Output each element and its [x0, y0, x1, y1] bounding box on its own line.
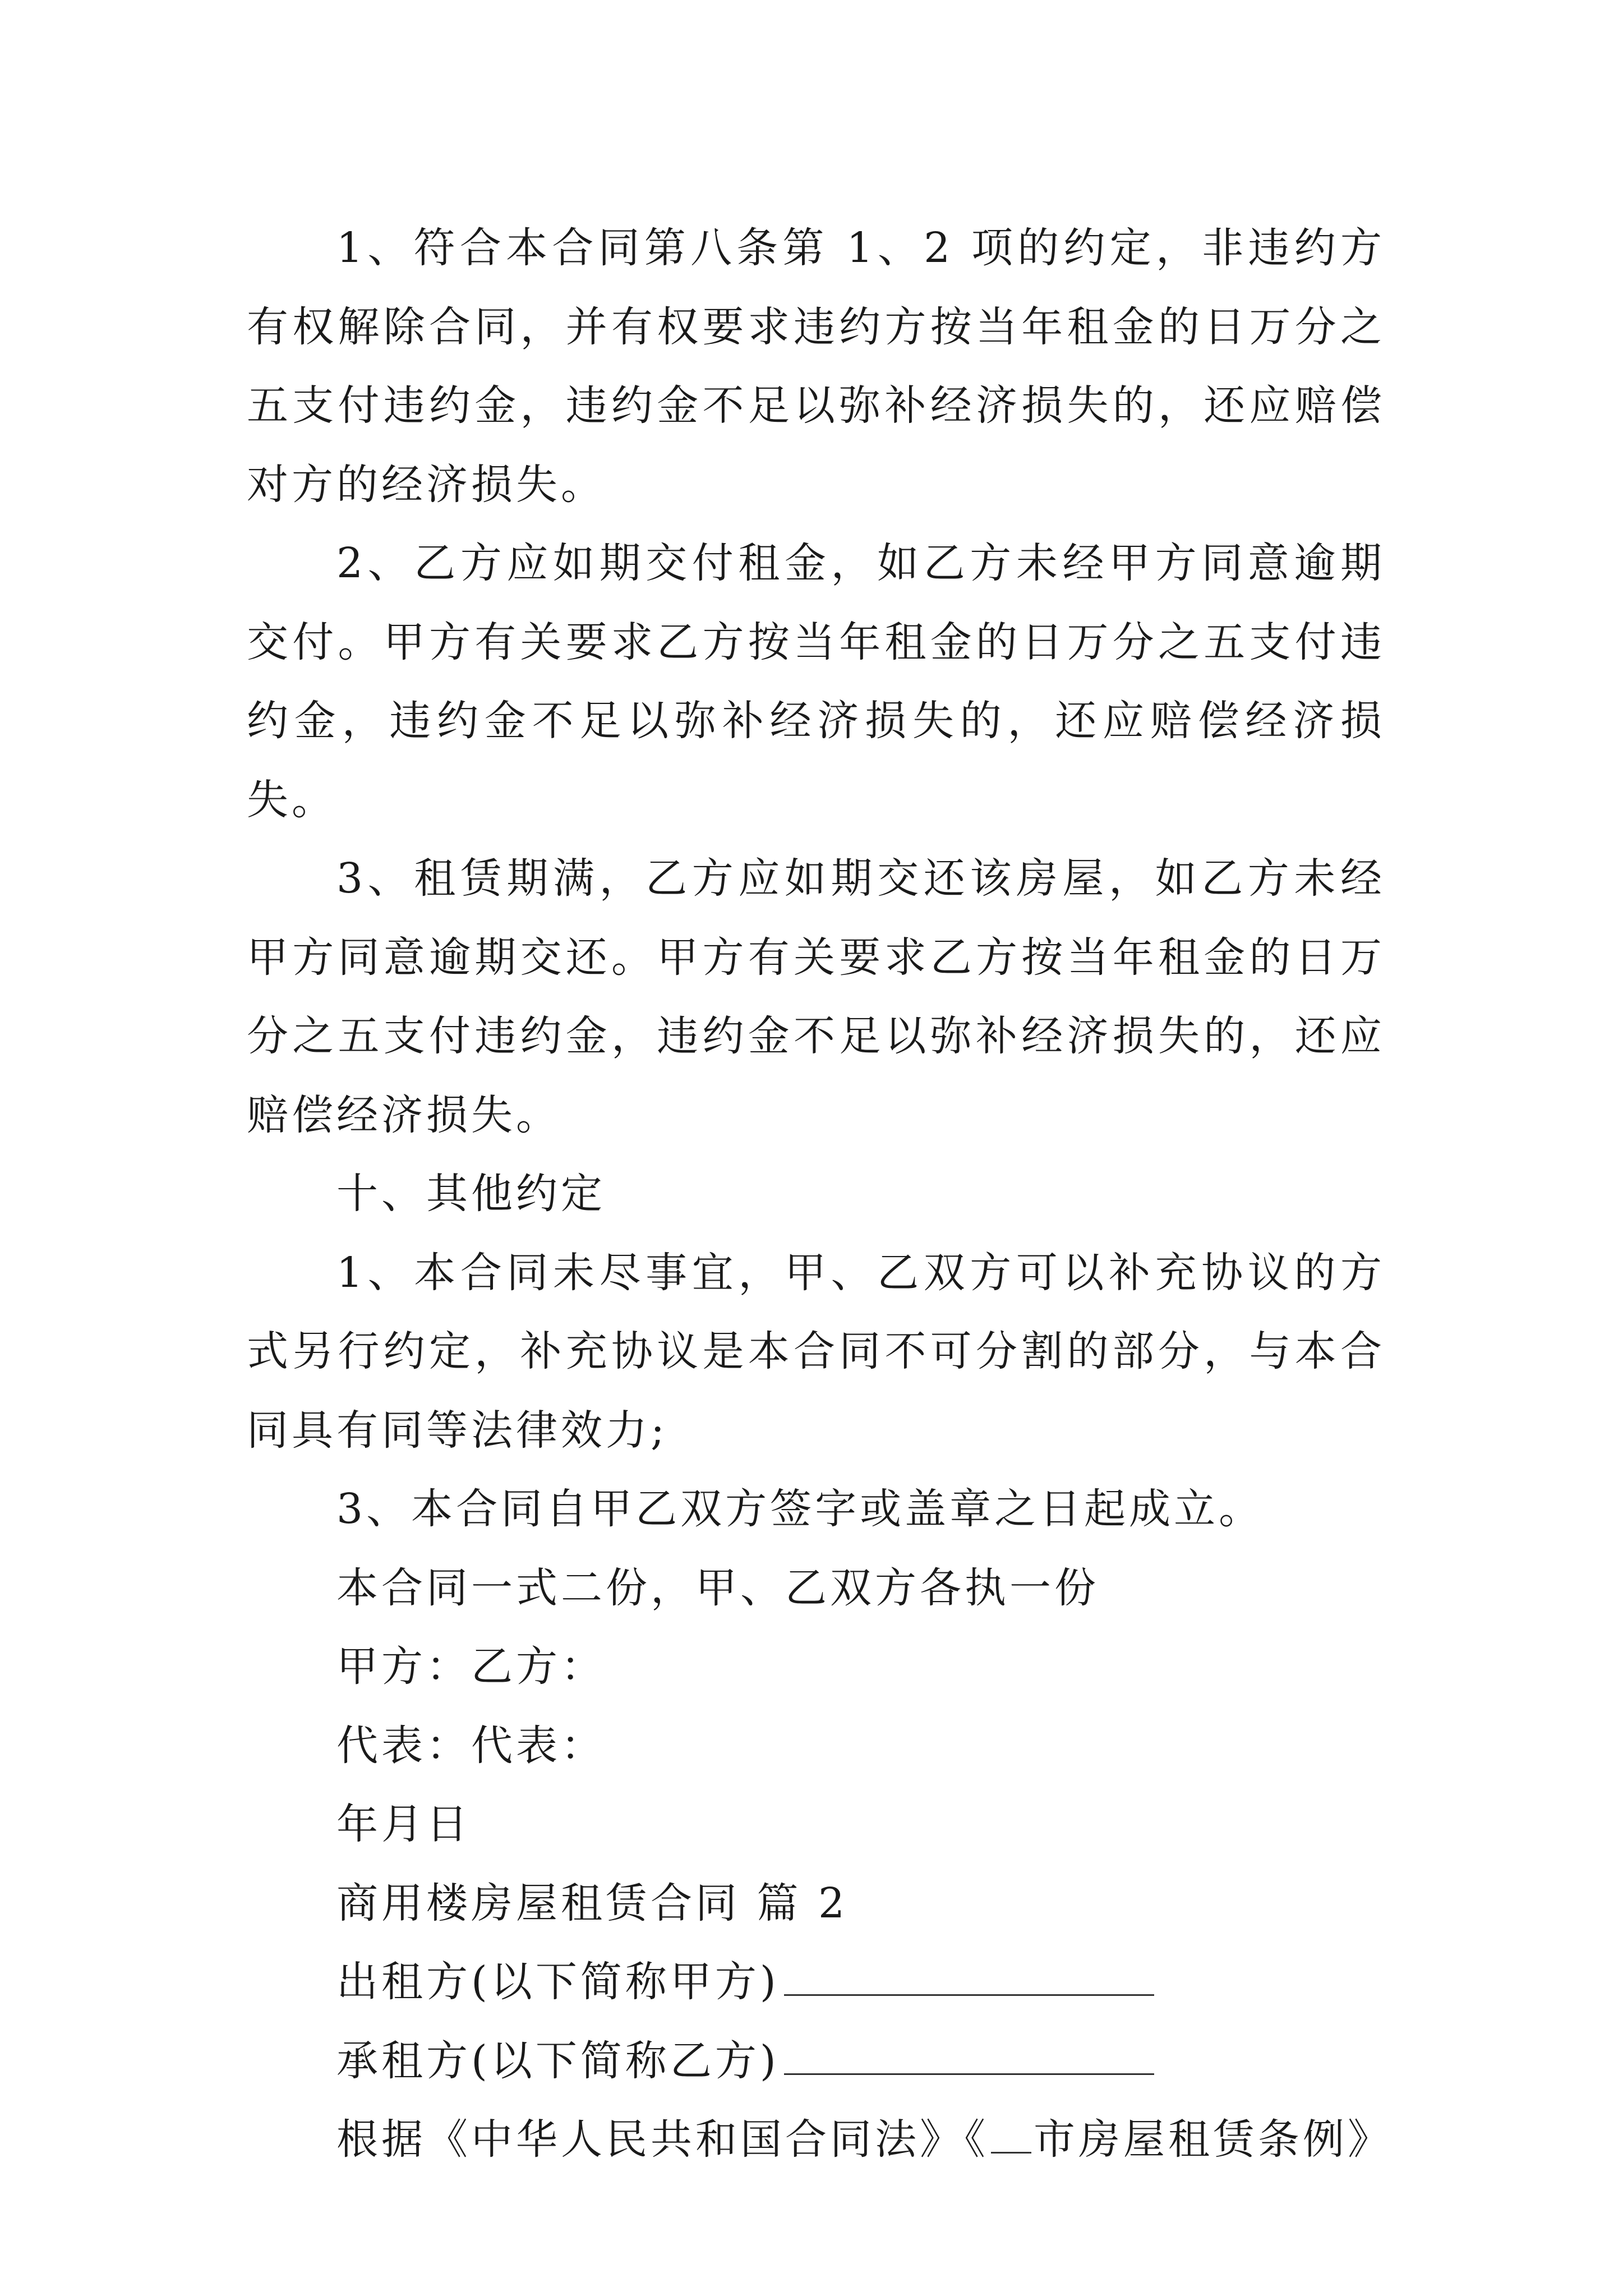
lessor-label: 出租方(以下简称甲方) — [336, 1958, 780, 2006]
date-line: 年月日 — [336, 1800, 471, 1848]
basis-prefix: 根据《中华人民共和国合同法》《 — [336, 2115, 989, 2164]
lessor-line — [247, 1943, 1385, 2022]
basis-suffix: 市房屋租赁条例》 — [1034, 2115, 1393, 2164]
lessee-label: 承租方(以下简称乙方) — [336, 2036, 780, 2085]
lessor-blank — [784, 1993, 1154, 1996]
paragraph-breach-2: 2、乙方应如期交付租金，如乙方未经甲方同意逾期交付。甲方有关要求乙方按当年租金的日万分之五支付违约金，违约金不足以弥补经济损失的，还应赔偿经济损失。 — [247, 539, 1385, 824]
copies-line: 本合同一式二份，甲、乙双方各执一份 — [336, 1563, 1099, 1612]
representatives-line: 代表：代表： — [336, 1721, 606, 1770]
section-heading-other: 十、其他约定 — [336, 1170, 606, 1218]
document-body — [247, 209, 1393, 2179]
city-blank — [991, 2152, 1031, 2154]
contract-title-2: 商用楼房屋租赁合同 篇 2 — [336, 1879, 849, 1927]
paragraph-breach-1: 1、符合本合同第八条第 1、2 项的约定，非违约方有权解除合同，并有权要求违约方按当年租金的日万分之五支付违约金，违约金不足以弥补经济损失的，还应赔偿对方的经济损失。 — [247, 224, 1385, 509]
lessee-blank — [784, 2072, 1154, 2075]
parties-line: 甲方：乙方： — [336, 1642, 606, 1691]
paragraph-other-1: 1、本合同未尽事宜，甲、乙双方可以补充协议的方式另行约定，补充协议是本合同不可分割的部分，与本合同具有同等法律效力; — [247, 1248, 1385, 1455]
paragraph-breach-3: 3、租赁期满，乙方应如期交还该房屋，如乙方未经甲方同意逾期交还。甲方有关要求乙方按当年租金的日万分之五支付违约金，违约金不足以弥补经济损失的，还应赔偿经济损失。 — [247, 854, 1385, 1139]
lessee-line — [247, 2022, 1385, 2101]
basis-line — [247, 2100, 1393, 2179]
paragraph-other-3: 3、本合同自甲乙双方签字或盖章之日起成立。 — [336, 1485, 1264, 1533]
